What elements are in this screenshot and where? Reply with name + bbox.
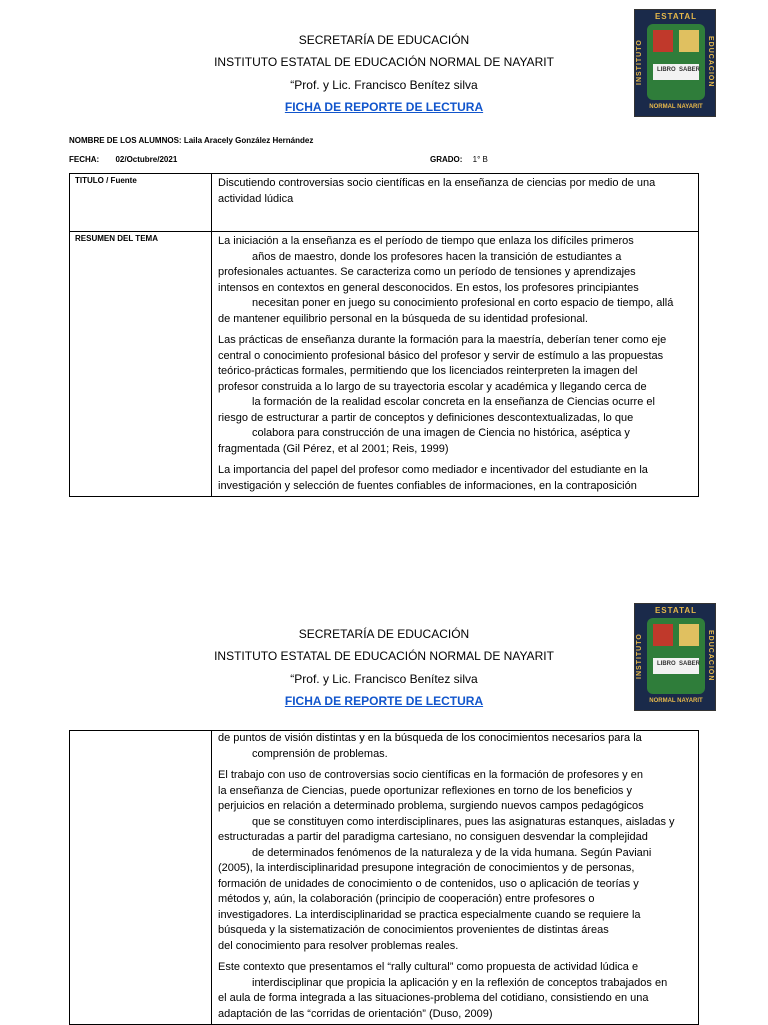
header-instituto: INSTITUTO ESTATAL DE EDUCACIÓN NORMAL DE NAYARIT: [214, 55, 554, 69]
crest-icon: LIBRO SABER: [647, 618, 705, 694]
summary-row-continued: [70, 731, 699, 1025]
student-name-row: [69, 136, 313, 145]
document-page-2: [0, 594, 768, 1024]
continued-paragraph-2: El trabajo con uso de controversias socio científicas en la formación de profesores y en la enseñanza de Ciencias, puede oportunizar reflexiones en torno de los beneficios y perjuicios en relación a determinado problema, surgiendo nuevos campos pedagógicos que se constituyen como interdisciplinares, pues las asignaturas estanques, aisladas y estructuradas a partir del paradigma cartesiano, no consiguen desvendar la complejidad de determinados fenómenos de la naturaleza y de la vida humana. Según Paviani (2005), la interdisciplinaridad presupone integración de conocimientos y de personas, formación de unidades de conocimiento o de contenidos, uso o aplicación de teorías y métodos y, aún, la colaboración (principio de cooperación) entre profesores o investigadores. La interdisciplinaridad se practica especialmente cuando se requiere la búsqueda y la sistematización de conocimientos provenientes de distintas áreas del conocimiento para resolver problemas reales.: [218, 769, 675, 952]
summary-paragraph-1: La iniciación a la enseñanza es el período de tiempo que enlaza los difíciles primeros años de maestro, donde los profesores hacen la transición de estudiantes a profesionales actuantes. Se caracteriza como un período de tensiones y aprendizajes intensos en contextos en general desconocidos. En estos, los profesores principiantes necesitan poner en juego su conocimiento profesional en corto espacio de tiempo, allá de mantener equilibrio personal en la búsqueda de su identidad profesional.: [218, 235, 674, 325]
continued-paragraph-1: de puntos de visión distintas y en la búsqueda de los conocimientos necesarios para la comprensión de problemas.: [218, 732, 642, 760]
report-table: [69, 173, 699, 497]
report-table-continued: [69, 730, 699, 1025]
student-name-label: NOMBRE DE LOS ALUMNOS:: [69, 136, 182, 145]
form-title-link[interactable]: FICHA DE REPORTE DE LECTURA: [284, 100, 484, 114]
summary-body-continued: [212, 731, 699, 1025]
crest-icon: LIBRO SABER: [647, 24, 705, 100]
summary-label-empty: [70, 731, 212, 1025]
student-name-value: Laila Aracely González Hernández: [183, 136, 314, 145]
title-value: Discutiendo controversias socio científicas en la enseñanza de ciencias por medio de una actividad lúdica: [212, 174, 699, 232]
grade-label: GRADO: [430, 155, 460, 164]
summary-label: RESUMEN DEL TEMA: [70, 232, 212, 497]
summary-row: [70, 232, 699, 497]
title-label: TITULO / Fuente: [70, 174, 212, 232]
institution-logo: ESTATAL INSTITUTO EDUCACIÓN LIBRO SABER NORMAL NAYARIT: [634, 9, 716, 117]
header-secretaria: SECRETARÍA DE EDUCACIÓN: [298, 33, 470, 47]
header-instituto-p2: INSTITUTO ESTATAL DE EDUCACIÓN NORMAL DE NAYARIT: [214, 649, 554, 663]
header-profesor: “Prof. y Lic. Francisco Benítez silva: [290, 78, 478, 92]
date-label: FECHA:: [69, 155, 100, 164]
institution-logo-p2: ESTATAL INSTITUTO EDUCACIÓN LIBRO SABER NORMAL NAYARIT: [634, 603, 716, 711]
title-row: [70, 174, 699, 232]
continued-paragraph-3: Este contexto que presentamos el “rally cultural” como propuesta de actividad lúdica e interdisciplinar que propicia la aplicación y en la reflexión de conceptos trabajados en el aula de forma integrada a las situaciones-problema del cotidiano, consistiendo en una adaptación de las “corridas de orientación” (Duso, 2009): [218, 961, 668, 1020]
header-profesor-p2: “Prof. y Lic. Francisco Benítez silva: [290, 672, 478, 686]
summary-body: [212, 232, 699, 497]
grade-row: GRADO: 1° B: [430, 155, 488, 164]
form-title-link-p2[interactable]: FICHA DE REPORTE DE LECTURA: [284, 694, 484, 708]
header-secretaria-p2: SECRETARÍA DE EDUCACIÓN: [298, 627, 470, 641]
date-row: [69, 155, 177, 164]
page-gap: [0, 570, 768, 594]
summary-paragraph-3: La importancia del papel del profesor como mediador e incentivador del estudiante en la investigación y selección de fuentes confiables de informaciones, en la contraposición: [218, 464, 648, 492]
summary-paragraph-2: Las prácticas de enseñanza durante la formación para la maestría, deberían tener como eje central o conocimiento profesional básico del profesor y servir de estímulo a las propuestas teórico-prácticas formales, permitiendo que los licenciados reinterpreten la imagen del profesor construida a lo largo de su trayectoria escolar y académica y llegando cerca de la formación de la realidad escolar concreta en la enseñanza de Ciencias ocurre el riesgo de estructurar a partir de conceptos y definiciones descontextualizadas, lo que colabora para construcción de una imagen de Ciencia no histórica, aséptica y fragmentada (Gil Pérez, et al 2001; Reis, 1999): [218, 334, 667, 455]
date-value: 02/Octubre/2021: [115, 155, 178, 164]
grade-value: 1° B: [472, 155, 488, 164]
